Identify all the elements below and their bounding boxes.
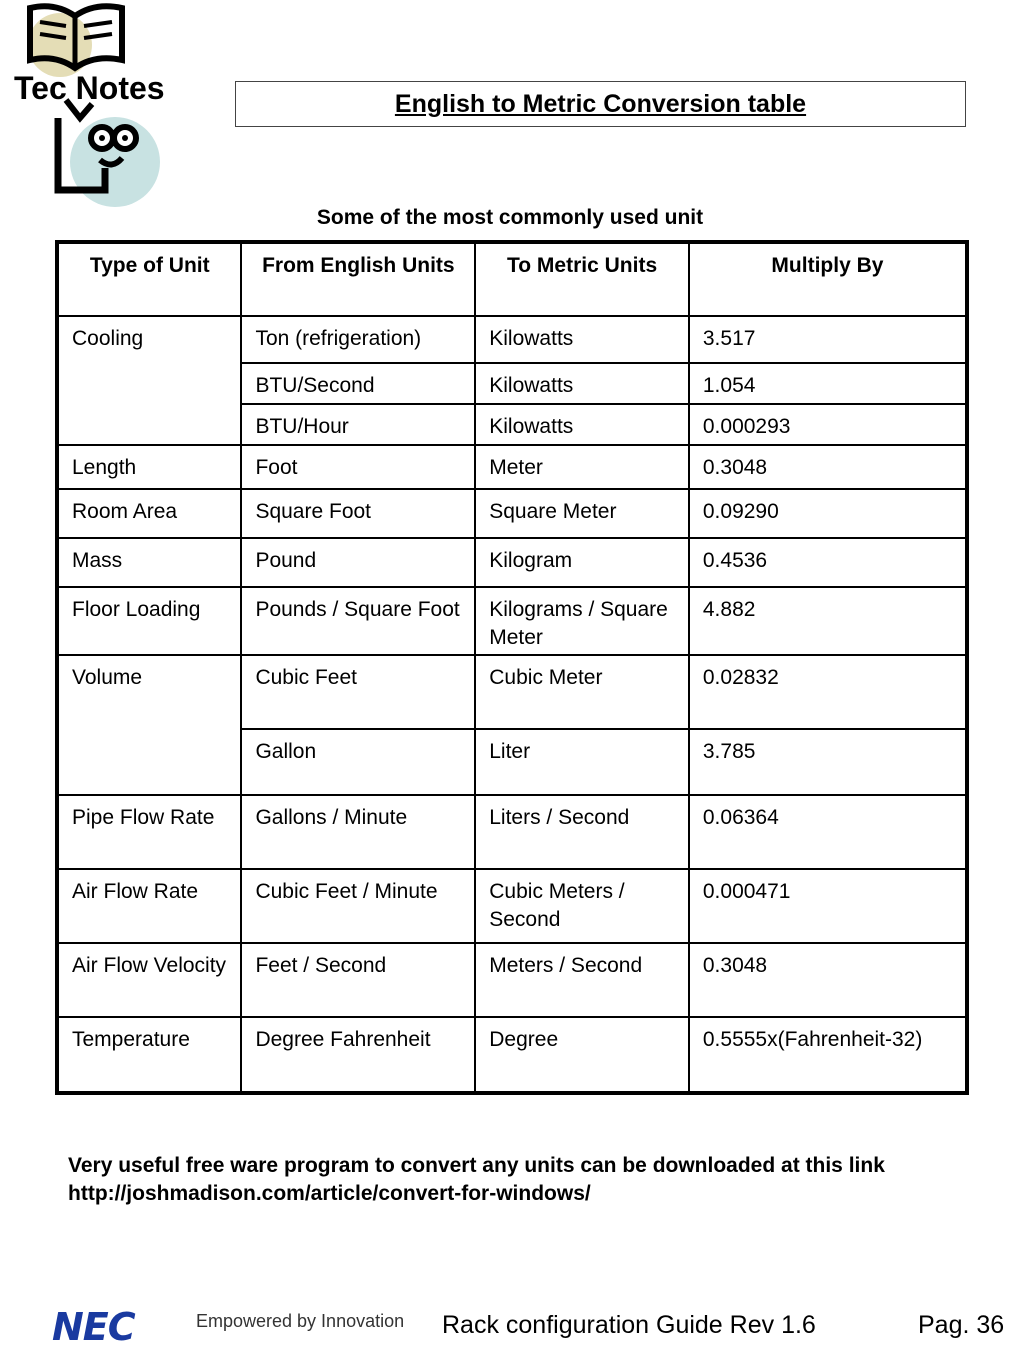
cell-from: BTU/Hour [241, 404, 475, 445]
cell-from: Square Foot [241, 489, 475, 538]
table-row [57, 869, 967, 943]
cell-factor: 0.02832 [689, 655, 967, 729]
column-header-type: Type of Unit [57, 242, 241, 316]
table-header-row [57, 242, 967, 316]
table-row [57, 538, 967, 587]
table-row [57, 795, 967, 869]
book-character-icon [10, 0, 180, 215]
column-header-multiply: Multiply By [689, 242, 967, 316]
cell-factor: 3.785 [689, 729, 967, 795]
cell-factor: 0.000293 [689, 404, 967, 445]
cell-from: Pound [241, 538, 475, 587]
cell-factor: 0.000471 [689, 869, 967, 943]
nec-logo [52, 1305, 135, 1349]
cell-type: Air Flow Rate [57, 869, 241, 943]
cell-to: Cubic Meter [475, 655, 689, 729]
table-caption: Some of the most commonly used unit [316, 206, 704, 229]
cell-type: Cooling [57, 316, 241, 445]
download-note [68, 1152, 998, 1208]
cell-to: Liters / Second [475, 795, 689, 869]
cell-to: Cubic Meters / Second [475, 869, 689, 943]
table-row [57, 655, 967, 729]
cell-from: Gallon [241, 729, 475, 795]
cell-to: Kilowatts [475, 363, 689, 404]
cell-factor: 0.3048 [689, 943, 967, 1017]
cell-factor: 0.4536 [689, 538, 967, 587]
page-number: Pag. 36 [918, 1311, 1005, 1339]
tagline: Empowered by Innovation [196, 1311, 405, 1331]
table-row [57, 943, 967, 1017]
cell-to: Square Meter [475, 489, 689, 538]
cell-from: Ton (refrigeration) [241, 316, 475, 363]
download-note-text: Very useful free ware program to convert any units can be downloaded at this link [68, 1154, 885, 1177]
cell-from: Degree Fahrenheit [241, 1017, 475, 1093]
cell-type: Air Flow Velocity [57, 943, 241, 1017]
cell-from: BTU/Second [241, 363, 475, 404]
conversion-table [55, 240, 969, 1095]
table-row [57, 587, 967, 655]
cell-to: Kilogram [475, 538, 689, 587]
logo-text: Tec Notes [14, 70, 165, 106]
footer-guide-title: Rack configuration Guide Rev 1.6 [442, 1311, 816, 1339]
page-title: English to Metric Conversion table [235, 81, 966, 127]
cell-factor: 0.09290 [689, 489, 967, 538]
cell-to: Meter [475, 445, 689, 489]
table-row [57, 1017, 967, 1093]
download-link[interactable]: http://joshmadison.com/article/convert-for-windows/ [68, 1182, 591, 1205]
table-row [57, 445, 967, 489]
cell-factor: 0.06364 [689, 795, 967, 869]
cell-type: Temperature [57, 1017, 241, 1093]
cell-type: Volume [57, 655, 241, 795]
cell-from: Cubic Feet / Minute [241, 869, 475, 943]
cell-factor: 0.5555x(Fahrenheit-32) [689, 1017, 967, 1093]
cell-type: Pipe Flow Rate [57, 795, 241, 869]
cell-from: Cubic Feet [241, 655, 475, 729]
column-header-from: From English Units [241, 242, 475, 316]
cell-type: Floor Loading [57, 587, 241, 655]
cell-type: Room Area [57, 489, 241, 538]
table-row [57, 489, 967, 538]
cell-to: Kilograms / Square Meter [475, 587, 689, 655]
cell-type: Mass [57, 538, 241, 587]
cell-factor: 1.054 [689, 363, 967, 404]
cell-from: Gallons / Minute [241, 795, 475, 869]
cell-to: Degree [475, 1017, 689, 1093]
cell-factor: 0.3048 [689, 445, 967, 489]
cell-factor: 3.517 [689, 316, 967, 363]
cell-from: Foot [241, 445, 475, 489]
cell-type: Length [57, 445, 241, 489]
cell-to: Kilowatts [475, 316, 689, 363]
cell-from: Feet / Second [241, 943, 475, 1017]
cell-to: Kilowatts [475, 404, 689, 445]
cell-to: Meters / Second [475, 943, 689, 1017]
cell-factor: 4.882 [689, 587, 967, 655]
cell-from: Pounds / Square Foot [241, 587, 475, 655]
cell-to: Liter [475, 729, 689, 795]
table-row [57, 316, 967, 363]
column-header-to: To Metric Units [475, 242, 689, 316]
nec-brand: NEC [52, 1305, 135, 1349]
